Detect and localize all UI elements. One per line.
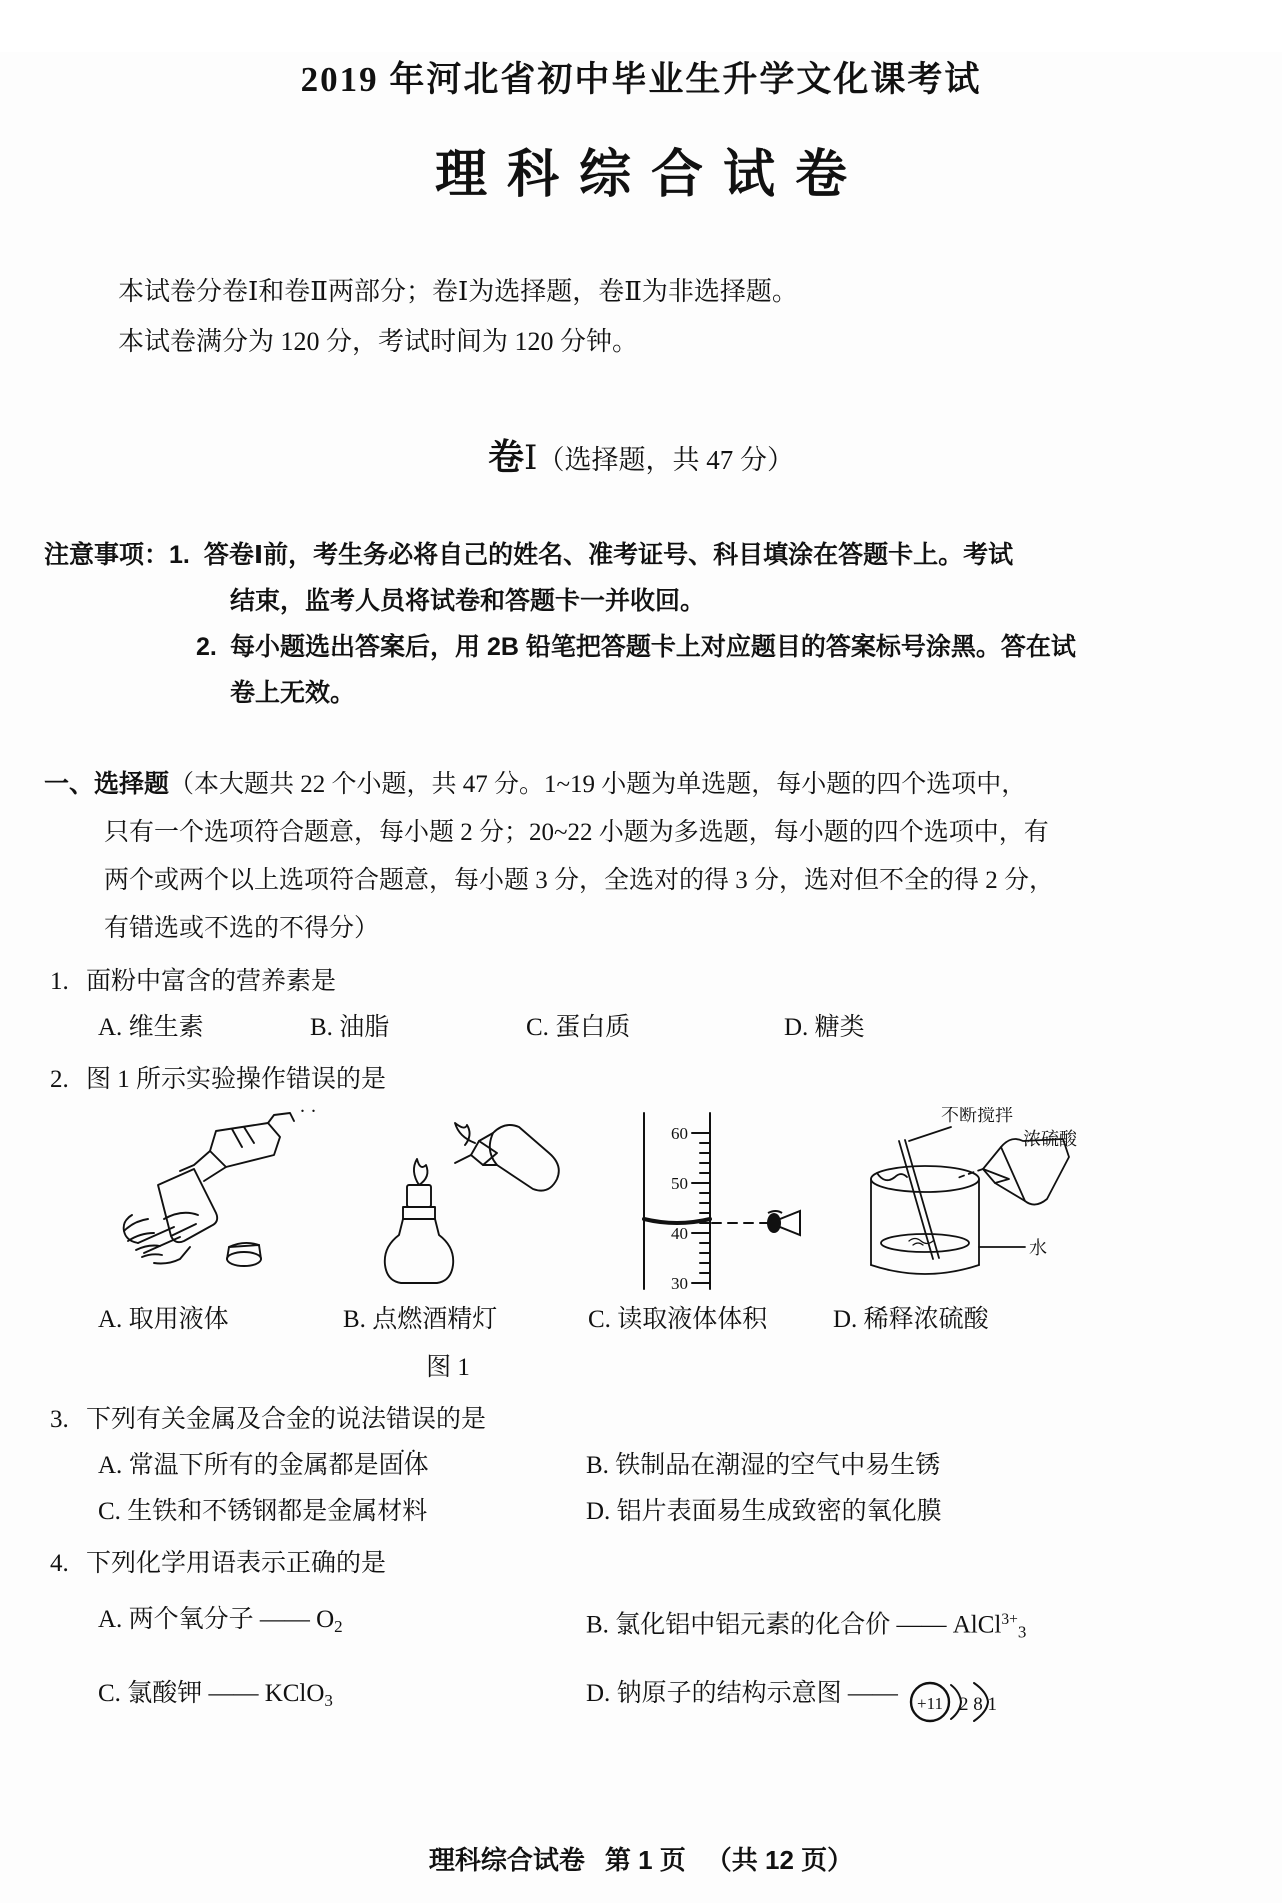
- question-3-option-d[interactable]: [586, 1489, 1074, 1535]
- pour-liquid-illustration: [98, 1107, 343, 1293]
- question-2-number: 2.: [50, 1066, 69, 1093]
- option-c-text: 生铁和不锈钢都是金属材料: [127, 1498, 428, 1525]
- notice-block: [0, 532, 1282, 716]
- sodium-atom-svg: [904, 1679, 1008, 1725]
- option-c-label: C.: [588, 1306, 611, 1333]
- figure-cell-light-alcohol-lamp: [343, 1107, 588, 1293]
- option-a-label: A.: [98, 1014, 123, 1041]
- question-1-option-d[interactable]: [784, 1005, 865, 1051]
- notice-item-2: [196, 624, 1240, 670]
- question-3-emphasis: 错误 ..: [386, 1406, 436, 1433]
- option-b-label: B.: [586, 1611, 609, 1639]
- question-1-option-b[interactable]: [310, 1005, 526, 1051]
- option-b-text: 油脂: [339, 1014, 390, 1041]
- option-c-subscript: 3: [324, 1691, 333, 1711]
- question-2-emphasis: 错误 ..: [286, 1066, 336, 1093]
- question-4-option-a[interactable]: [98, 1597, 586, 1655]
- cylinder-tick-40: 40: [671, 1224, 688, 1243]
- section-title: 选择题: [94, 770, 170, 798]
- option-a-text: 两个氧分子 —— O: [128, 1606, 335, 1633]
- cylinder-tick-30: 30: [671, 1274, 688, 1293]
- question-2-option-a[interactable]: [98, 1297, 343, 1343]
- figure-1-row: [98, 1107, 1238, 1293]
- figure-cell-dilute-acid: [833, 1107, 1078, 1293]
- sodium-nucleus-charge: +11: [917, 1694, 944, 1714]
- option-d-label: D.: [784, 1014, 809, 1041]
- question-3: [50, 1397, 1238, 1535]
- section-desc-line-2: 只有一个选项符合题意，每小题 2 分；20~22 小题为多选题，每小题的四个选项中，有: [104, 819, 1049, 846]
- option-a-label: A.: [98, 1306, 123, 1333]
- label-concentrated-acid: 浓硫酸: [1023, 1129, 1077, 1149]
- option-c-text: 氯酸钾 —— KClO: [127, 1680, 325, 1708]
- option-c-label: C.: [98, 1498, 121, 1525]
- option-d-label: D.: [833, 1306, 858, 1333]
- notice-item-2-index: 2.: [196, 633, 217, 661]
- option-b-text: 点燃酒精灯: [372, 1306, 498, 1333]
- figure-1-captions: [98, 1297, 1238, 1343]
- figure-cell-pour-liquid: [98, 1107, 343, 1293]
- option-d-text: 钠原子的结构示意图 ——: [616, 1680, 898, 1708]
- question-3-text-post: 的是: [436, 1406, 487, 1433]
- sodium-atom-diagram: [904, 1679, 1008, 1727]
- question-2-option-b[interactable]: [343, 1297, 588, 1343]
- section-desc-line-3: 两个或两个以上选项符合题意，每小题 3 分，全选对的得 3 分，选对但不全的得 2 分，: [104, 867, 1055, 894]
- option-b-label: B.: [586, 1452, 609, 1479]
- option-a-label: A.: [98, 1452, 123, 1479]
- option-b-text: 铁制品在潮湿的空气中易生锈: [615, 1452, 941, 1479]
- light-alcohol-lamp-illustration: [343, 1107, 588, 1293]
- option-b-label: B.: [343, 1306, 366, 1333]
- volume-number: Ⅰ: [524, 440, 538, 477]
- question-list: [0, 959, 1282, 1727]
- option-a-text: 维生素: [128, 1014, 204, 1041]
- option-d-text: 铝片表面易生成致密的氧化膜: [616, 1498, 942, 1525]
- sodium-shell-electrons: 2 8 1: [959, 1694, 998, 1716]
- question-1-text: 面粉中富含的营养素是: [86, 968, 337, 995]
- question-2-text: [86, 1057, 1238, 1103]
- section-desc-line-1: （本大题共 22 个小题，共 47 分。1~19 小题为单选题，每小题的四个选项中，: [169, 771, 1027, 798]
- question-4-options-row-2: [98, 1671, 1238, 1727]
- question-3-text-pre: 下列有关金属及合金的说法: [86, 1406, 387, 1433]
- page-title: 2019 年河北省初中毕业生升学文化课考试: [300, 60, 982, 99]
- intro-line-2: 本试卷满分为 120 分，考试时间为 120 分钟。: [118, 327, 639, 356]
- question-2-stem: [50, 1057, 1238, 1103]
- footer-page-number: 第 1 页: [604, 1845, 686, 1875]
- question-2-option-d[interactable]: [833, 1297, 1078, 1343]
- question-3-option-b[interactable]: [586, 1443, 1074, 1489]
- section-block: [0, 760, 1282, 953]
- exam-page: [0, 52, 1282, 1903]
- option-c-label: C.: [98, 1680, 121, 1708]
- read-volume-illustration: [588, 1107, 833, 1293]
- question-4-option-d[interactable]: [586, 1671, 1074, 1727]
- question-3-option-a[interactable]: [98, 1443, 586, 1489]
- question-2-option-c[interactable]: [588, 1297, 833, 1343]
- notice-item-1: [44, 532, 1240, 578]
- option-b-label: B.: [310, 1014, 333, 1041]
- question-3-text: [86, 1397, 1238, 1443]
- label-stir: 不断搅拌: [941, 1107, 1013, 1125]
- option-d-text: 糖类: [814, 1014, 865, 1041]
- option-d-label: D.: [586, 1680, 611, 1708]
- question-4-number: 4.: [50, 1550, 69, 1577]
- cylinder-tick-60: 60: [671, 1124, 688, 1143]
- option-a-text: 取用液体: [128, 1306, 229, 1333]
- option-c-label: C.: [526, 1014, 549, 1041]
- volume-subtitle: （选择题，共 47 分）: [537, 445, 794, 475]
- option-a-subscript: 2: [334, 1616, 343, 1636]
- question-3-option-c[interactable]: [98, 1489, 586, 1535]
- question-4-text: 下列化学用语表示正确的是: [86, 1550, 387, 1577]
- eye-icon: [767, 1211, 800, 1235]
- intro-line-1: 本试卷分卷Ⅰ和卷Ⅱ两部分；卷Ⅰ为选择题，卷Ⅱ为非选择题。: [118, 277, 798, 306]
- cylinder-tick-50: 50: [671, 1174, 688, 1193]
- notice-label: 注意事项：: [44, 541, 170, 569]
- option-c-text: 蛋白质: [555, 1014, 631, 1041]
- notice-item-1-line-2: 结束，监考人员将试卷和答题卡一并收回。: [230, 587, 706, 615]
- page-footer: [0, 1840, 1282, 1877]
- question-1-option-c[interactable]: [526, 1005, 784, 1051]
- option-b-text: 氯化铝中铝元素的化合价 —— AlCl: [615, 1611, 1002, 1639]
- notice-item-1-index: 1.: [169, 541, 190, 569]
- question-2: [50, 1057, 1238, 1391]
- footer-total-pages: （共 12 页）: [705, 1845, 854, 1875]
- question-3-options-row-2: [98, 1489, 1238, 1535]
- question-2-text-pre: 图 1 所示实验操作: [86, 1066, 287, 1093]
- section-heading-line: [44, 760, 1238, 809]
- question-4-option-c[interactable]: [98, 1671, 586, 1727]
- figure-cell-read-volume: [588, 1107, 833, 1293]
- question-4-options-row-1: [98, 1597, 1238, 1655]
- question-1: [50, 959, 1238, 1051]
- figure-1-caption: 图 1: [426, 1354, 470, 1381]
- question-1-stem: [50, 959, 1238, 1005]
- section-desc-line-4: 有错选或不选的不得分）: [104, 915, 380, 942]
- option-d-text: 稀释浓硫酸: [863, 1306, 989, 1333]
- question-4-stem: [50, 1541, 1238, 1587]
- question-1-option-a[interactable]: [98, 1005, 310, 1051]
- question-4-option-b[interactable]: [586, 1597, 1074, 1655]
- volume-heading: [0, 429, 1282, 480]
- question-3-options-row-1: [98, 1443, 1238, 1489]
- option-b-subscript: 3: [1017, 1622, 1027, 1642]
- notice-item-2-line-1: 每小题选出答案后，用 2B 铅笔把答题卡上对应题目的答案标号涂黑。答在试: [230, 633, 1076, 661]
- question-3-stem: [50, 1397, 1238, 1443]
- section-number: 一、: [44, 770, 95, 798]
- option-a-label: A.: [98, 1606, 123, 1633]
- label-water: 水: [1029, 1238, 1047, 1258]
- notice-item-2-line-2: 卷上无效。: [230, 679, 356, 707]
- option-b-superscript: 3+: [1001, 1611, 1018, 1628]
- question-1-number: 1.: [50, 968, 69, 995]
- dilute-acid-illustration: [833, 1107, 1078, 1293]
- volume-label: 卷: [488, 436, 525, 477]
- page-subtitle: 理科综合试卷: [434, 146, 867, 204]
- intro-block: [0, 267, 1282, 367]
- question-3-number: 3.: [50, 1406, 69, 1433]
- notice-item-1-line-1: 答卷Ⅰ前，考生务必将自己的姓名、准考证号、科目填涂在答题卡上。考试: [203, 541, 1014, 569]
- option-a-text: 常温下所有的金属都是固体: [128, 1452, 429, 1479]
- footer-exam-name: 理科综合试卷: [428, 1845, 585, 1875]
- question-2-text-post: 的是: [336, 1066, 387, 1093]
- option-c-text: 读取液体体积: [617, 1306, 768, 1333]
- question-1-options: [98, 1005, 1238, 1051]
- option-d-label: D.: [586, 1498, 611, 1525]
- figure-1: [98, 1107, 1238, 1391]
- question-4: [50, 1541, 1238, 1727]
